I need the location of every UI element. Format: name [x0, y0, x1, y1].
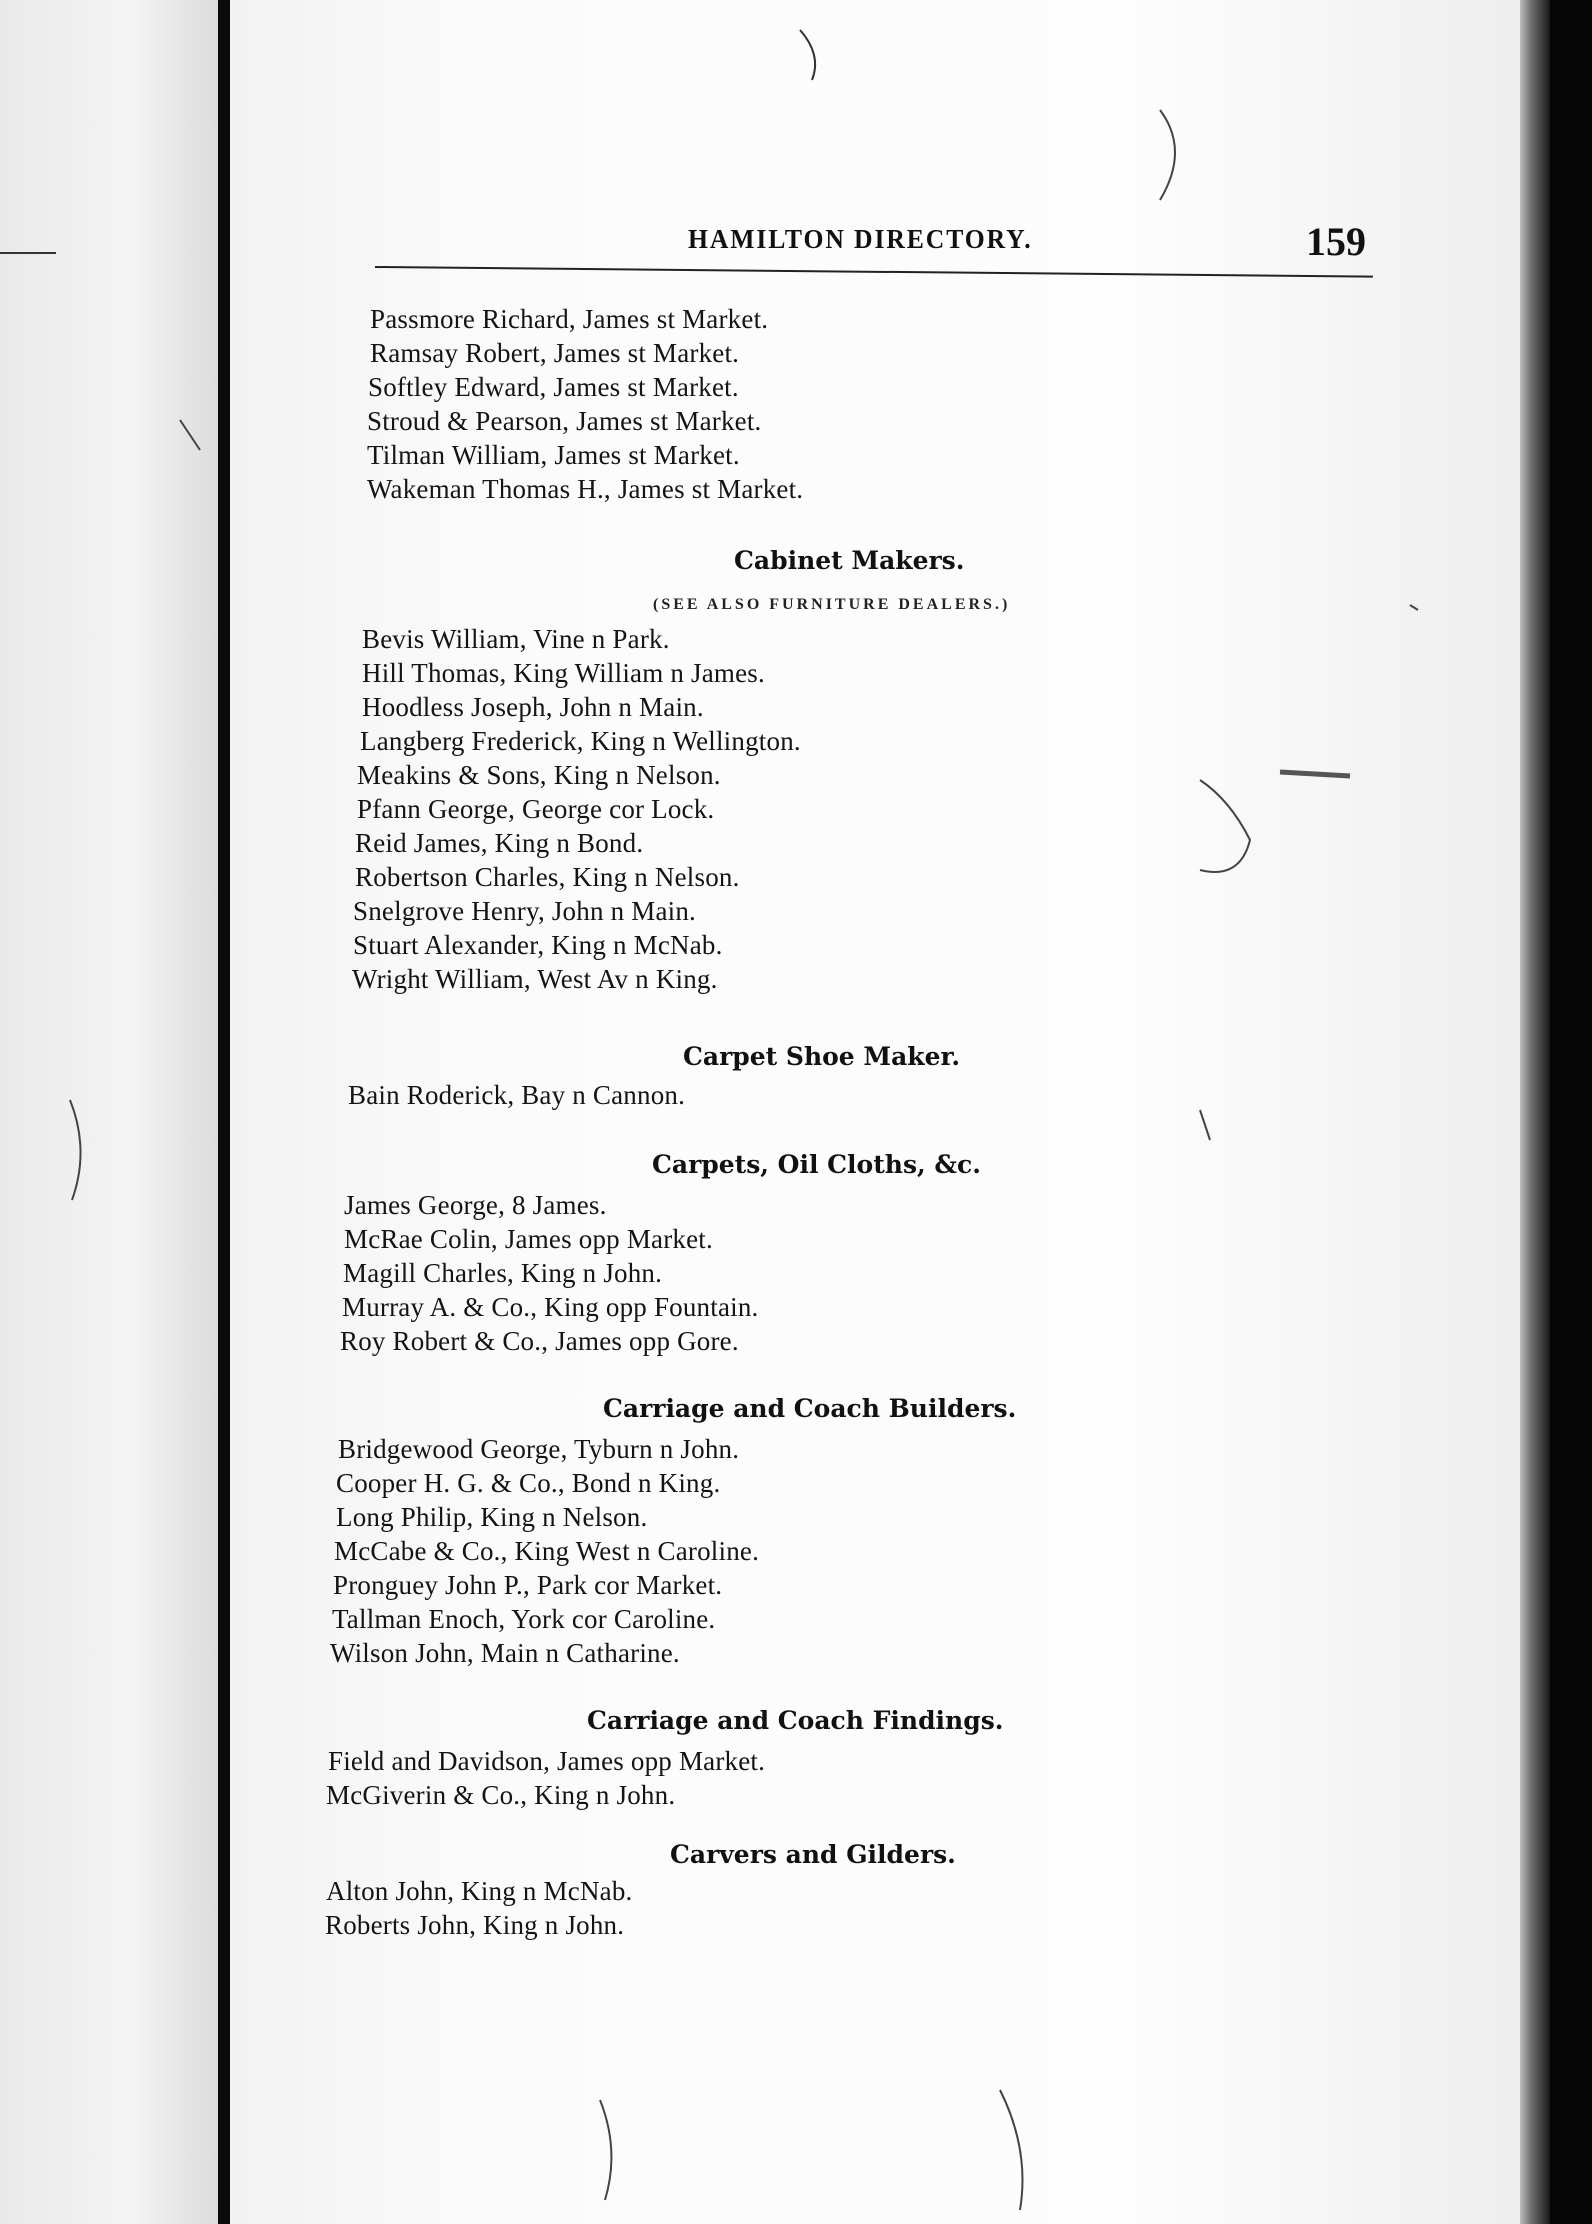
directory-entry: Wilson John, Main n Catharine.	[330, 1638, 680, 1668]
directory-entry: Stroud & Pearson, James st Market.	[367, 406, 762, 436]
directory-entry: Roy Robert & Co., James opp Gore.	[340, 1326, 739, 1356]
directory-entry: Bain Roderick, Bay n Cannon.	[348, 1080, 686, 1110]
directory-entry: Bridgewood George, Tyburn n John.	[338, 1434, 740, 1464]
section-heading-carriage-coach-findings: Carriage and Coach Findings.	[587, 1706, 1004, 1735]
directory-entry: Roberts John, King n John.	[325, 1910, 625, 1940]
section-heading-carpet-shoe-maker: Carpet Shoe Maker.	[683, 1042, 961, 1071]
directory-entry: Reid James, King n Bond.	[355, 828, 644, 858]
section-heading-carpets-oil-cloths: Carpets, Oil Cloths, &c.	[652, 1150, 981, 1179]
directory-entry: Bevis William, Vine n Park.	[362, 624, 670, 654]
directory-entry: Robertson Charles, King n Nelson.	[355, 862, 740, 892]
directory-entry: Tallman Enoch, York cor Caroline.	[332, 1604, 716, 1634]
directory-entry: Alton John, King n McNab.	[326, 1876, 633, 1906]
directory-entry: Tilman William, James st Market.	[367, 440, 740, 470]
running-title: HAMILTON DIRECTORY.	[688, 224, 1033, 254]
page-number: 159	[1306, 219, 1366, 264]
directory-entry: Hoodless Joseph, John n Main.	[362, 692, 704, 722]
directory-entry: Field and Davidson, James opp Market.	[328, 1746, 766, 1776]
directory-entry: McGiverin & Co., King n John.	[326, 1780, 676, 1810]
directory-entry: Softley Edward, James st Market.	[368, 372, 739, 402]
section-heading-cabinet-makers: Cabinet Makers.	[734, 546, 965, 575]
directory-entry: Magill Charles, King n John.	[343, 1258, 663, 1288]
directory-entry: Stuart Alexander, King n McNab.	[353, 930, 723, 960]
directory-entry: Wright William, West Av n King.	[352, 964, 718, 994]
directory-entry: Meakins & Sons, King n Nelson.	[357, 760, 721, 790]
directory-entry: Pronguey John P., Park cor Market.	[333, 1570, 723, 1600]
section-note-see-also: (SEE ALSO FURNITURE DEALERS.)	[653, 596, 1011, 613]
section-heading-carvers-gilders: Carvers and Gilders.	[670, 1840, 956, 1869]
directory-entry: Cooper H. G. & Co., Bond n King.	[336, 1468, 721, 1498]
directory-entry: McRae Colin, James opp Market.	[344, 1224, 713, 1254]
directory-entry: Long Philip, King n Nelson.	[336, 1502, 648, 1532]
directory-entry: McCabe & Co., King West n Caroline.	[334, 1536, 760, 1566]
directory-entry: James George, 8 James.	[344, 1190, 607, 1220]
directory-entry: Snelgrove Henry, John n Main.	[353, 896, 696, 926]
directory-entry: Langberg Frederick, King n Wellington.	[360, 726, 801, 756]
directory-entry: Hill Thomas, King William n James.	[362, 658, 765, 688]
directory-entry: Pfann George, George cor Lock.	[357, 794, 715, 824]
section-heading-carriage-coach-builders: Carriage and Coach Builders.	[603, 1394, 1017, 1423]
directory-entry: Passmore Richard, James st Market.	[370, 304, 769, 334]
directory-entry: Murray A. & Co., King opp Fountain.	[342, 1292, 759, 1322]
directory-entry: Ramsay Robert, James st Market.	[370, 338, 740, 368]
directory-entry: Wakeman Thomas H., James st Market.	[367, 474, 804, 504]
